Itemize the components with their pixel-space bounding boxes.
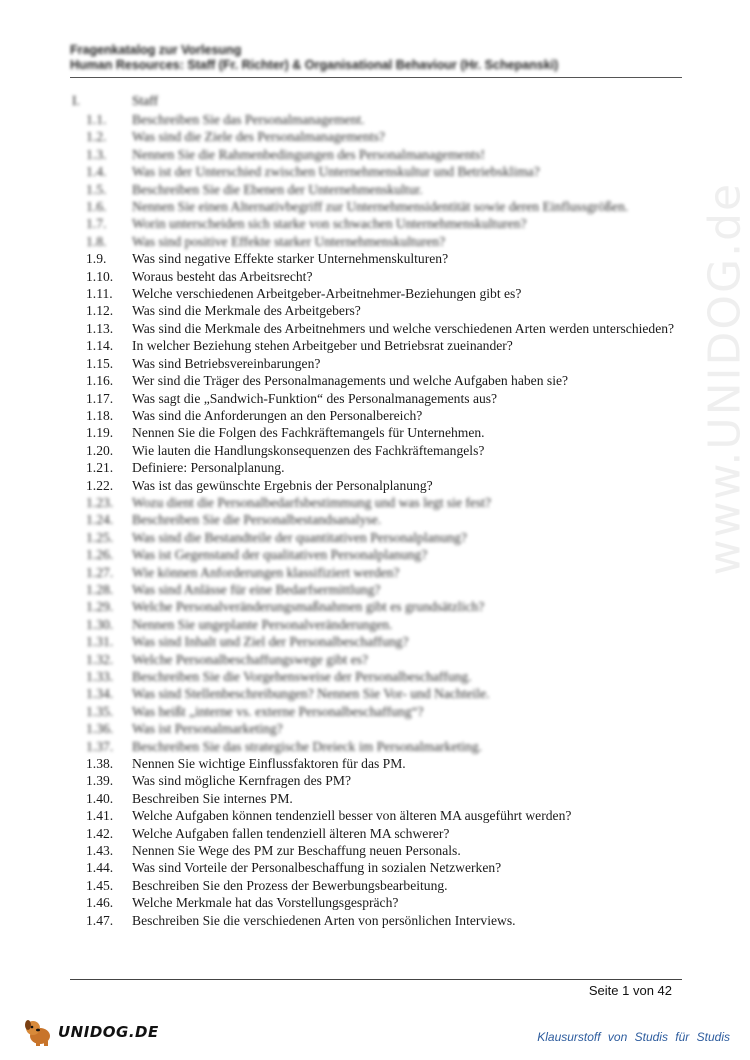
list-item bbox=[86, 668, 676, 685]
question-number: 1.27. bbox=[86, 564, 114, 580]
question-text: Nennen Sie wichtige Einflussfaktoren für das PM. bbox=[132, 756, 406, 772]
list-item bbox=[86, 407, 676, 424]
question-number: 1.2. bbox=[86, 129, 107, 145]
question-number: 1.36. bbox=[86, 721, 114, 737]
question-number: 1.8. bbox=[86, 233, 107, 249]
question-number: 1.39. bbox=[86, 773, 114, 789]
question-text: Beschreiben Sie die Vorgehensweise der Personalbeschaffung. bbox=[132, 669, 472, 684]
list-item bbox=[86, 268, 676, 285]
watermark-text: www.UNIDOG.de bbox=[699, 181, 750, 576]
document-header bbox=[70, 43, 682, 73]
question-text: Welche verschiedenen Arbeitgeber-Arbeitnehmer-Beziehungen gibt es? bbox=[132, 286, 522, 302]
question-text: Was sind Inhalt und Ziel der Personalbeschaffung? bbox=[132, 634, 409, 650]
question-number: 1.41. bbox=[86, 808, 114, 824]
list-item bbox=[86, 807, 676, 824]
question-text: Was ist das gewünschte Ergebnis der Personalplanung? bbox=[132, 477, 433, 493]
list-item bbox=[86, 842, 676, 859]
list-item bbox=[86, 337, 676, 354]
list-item bbox=[86, 390, 676, 407]
question-text: Was sind Betriebsvereinbarungen? bbox=[132, 355, 321, 371]
question-number: 1.32. bbox=[86, 651, 114, 667]
question-number: 1.10. bbox=[86, 268, 114, 284]
question-number: 1.12. bbox=[86, 303, 114, 319]
question-text: Welche Personalveränderungsmaßnahmen gibt es grundsätzlich? bbox=[132, 599, 485, 615]
question-text: Was sind die Merkmale des Arbeitnehmers und welche verschiedenen Arten werden unterschieden? bbox=[132, 320, 675, 336]
question-number: 1.34. bbox=[86, 686, 114, 702]
question-text: Beschreiben Sie internes PM. bbox=[132, 790, 293, 806]
question-text: Definiere: Personalplanung. bbox=[132, 460, 285, 476]
question-text: Woraus besteht das Arbeitsrecht? bbox=[132, 268, 313, 284]
list-item bbox=[86, 894, 676, 911]
question-number: 1.33. bbox=[86, 669, 114, 684]
question-text: Welche Personalbeschaffungswege gibt es? bbox=[132, 651, 369, 667]
slogan-text: Klausurstoff von Studis für Studis bbox=[537, 1030, 730, 1044]
question-text: Was sind negative Effekte starker Unternehmenskulturen? bbox=[132, 251, 449, 267]
question-number: 1.5. bbox=[86, 181, 107, 197]
question-number: 1.1. bbox=[86, 112, 107, 127]
list-item bbox=[86, 320, 676, 337]
question-number: 1.30. bbox=[86, 616, 114, 632]
question-number: 1.11. bbox=[86, 286, 113, 302]
page-number: Seite 1 von 42 bbox=[588, 983, 672, 998]
list-item bbox=[86, 859, 676, 876]
question-number: 1.38. bbox=[86, 756, 114, 772]
list-item bbox=[86, 790, 676, 807]
list-item bbox=[86, 616, 676, 633]
question-text: Beschreiben Sie den Prozess der Bewerbungsbearbeitung. bbox=[132, 877, 448, 893]
list-item bbox=[86, 564, 676, 581]
list-item bbox=[86, 477, 676, 494]
header-divider bbox=[70, 77, 682, 78]
header-title: Fragenkatalog zur Vorlesung bbox=[70, 43, 242, 57]
header-subtitle: Human Resources: Staff (Fr. Richter) & Organisational Behaviour (Hr. Schepanski) bbox=[70, 58, 559, 72]
unidog-logo[interactable] bbox=[22, 1017, 159, 1047]
question-text: Wie können Anforderungen klassifiziert werden? bbox=[132, 564, 400, 580]
question-text: Worin unterscheiden sich starke von schwachen Unternehmenskulturen? bbox=[132, 216, 527, 232]
list-item bbox=[86, 442, 676, 459]
question-number: 1.37. bbox=[86, 738, 114, 754]
question-text: Wie lauten die Handlungskonsequenzen des Fachkräftemangels? bbox=[132, 442, 485, 458]
question-number: 1.4. bbox=[86, 164, 107, 180]
question-text: Was sagt die „Sandwich-Funktion“ des Personalmanagements aus? bbox=[132, 390, 498, 406]
list-item bbox=[86, 720, 676, 737]
question-text: Welche Merkmale hat das Vorstellungsgespräch? bbox=[132, 895, 399, 911]
question-text: Was heißt „interne vs. externe Personalbeschaffung“? bbox=[132, 703, 424, 719]
question-text: Was sind Vorteile der Personalbeschaffung in sozialen Netzwerken? bbox=[132, 860, 502, 876]
dog-icon bbox=[22, 1017, 56, 1047]
list-item bbox=[86, 825, 676, 842]
footer-divider bbox=[70, 979, 682, 980]
question-text: Wozu dient die Personalbedarfsbestimmung und was legt sie fest? bbox=[132, 494, 492, 510]
list-item bbox=[86, 233, 676, 250]
list-item bbox=[86, 738, 676, 755]
list-item bbox=[86, 128, 676, 145]
question-number: 1.47. bbox=[86, 912, 114, 928]
question-text: Nennen Sie die Rahmenbedingungen des Personalmanagements! bbox=[132, 146, 485, 162]
question-number: 1.25. bbox=[86, 529, 114, 545]
question-number: 1.35. bbox=[86, 703, 114, 719]
question-text: Was ist der Unterschied zwischen Unternehmenskultur und Betriebsklima? bbox=[132, 164, 540, 180]
question-list bbox=[86, 111, 676, 929]
question-text: Nennen Sie einen Alternativbegriff zur Unternehmensidentität sowie deren Einflussgrößen. bbox=[132, 199, 629, 215]
question-number: 1.28. bbox=[86, 581, 114, 597]
question-number: 1.19. bbox=[86, 425, 114, 441]
question-text: Was sind positive Effekte starker Unternehmenskulturen? bbox=[132, 233, 446, 249]
question-number: 1.24. bbox=[86, 512, 114, 528]
list-item bbox=[86, 511, 676, 528]
list-item bbox=[86, 877, 676, 894]
list-item bbox=[86, 181, 676, 198]
list-item bbox=[86, 703, 676, 720]
question-number: 1.42. bbox=[86, 825, 114, 841]
question-text: Nennen Sie Wege des PM zur Beschaffung neuen Personals. bbox=[132, 843, 461, 859]
question-text: Beschreiben Sie das strategische Dreieck im Personalmarketing. bbox=[132, 738, 482, 754]
question-text: Was ist Personalmarketing? bbox=[132, 721, 283, 737]
question-number: 1.45. bbox=[86, 877, 114, 893]
question-text: Welche Aufgaben können tendenziell besser von älteren MA ausgeführt werden? bbox=[132, 808, 572, 824]
question-number: 1.20. bbox=[86, 442, 114, 458]
question-text: Was sind die Ziele des Personalmanagements? bbox=[132, 129, 385, 145]
logo-text: UNIDOG.DE bbox=[58, 1023, 159, 1041]
question-text: Was sind mögliche Kernfragen des PM? bbox=[132, 773, 351, 789]
question-text: Wer sind die Träger des Personalmanagements und welche Aufgaben haben sie? bbox=[132, 373, 569, 389]
list-item bbox=[86, 302, 676, 319]
question-text: Was sind die Bestandteile der quantitativen Personalplanung? bbox=[132, 529, 467, 545]
list-item bbox=[86, 459, 676, 476]
question-text: Nennen Sie die Folgen des Fachkräftemangels für Unternehmen. bbox=[132, 425, 485, 441]
question-number: 1.16. bbox=[86, 373, 114, 389]
question-text: Beschreiben Sie die Personalbestandsanalyse. bbox=[132, 512, 382, 528]
question-number: 1.14. bbox=[86, 338, 114, 354]
question-text: Was sind die Anforderungen an den Personalbereich? bbox=[132, 407, 423, 423]
question-text: Was ist Gegenstand der qualitativen Personalplanung? bbox=[132, 547, 428, 563]
section-heading bbox=[70, 93, 158, 109]
question-text: Beschreiben Sie das Personalmanagement. bbox=[132, 112, 365, 127]
list-item bbox=[86, 755, 676, 772]
list-item bbox=[86, 146, 676, 163]
section-title: Staff bbox=[132, 93, 158, 108]
question-number: 1.18. bbox=[86, 407, 114, 423]
list-item bbox=[86, 581, 676, 598]
question-number: 1.3. bbox=[86, 146, 107, 162]
question-number: 1.6. bbox=[86, 199, 107, 215]
question-text: In welcher Beziehung stehen Arbeitgeber und Betriebsrat zueinander? bbox=[132, 338, 513, 354]
list-item bbox=[86, 424, 676, 441]
list-item bbox=[86, 651, 676, 668]
list-item bbox=[86, 250, 676, 267]
list-item bbox=[86, 546, 676, 563]
list-item bbox=[86, 355, 676, 372]
question-number: 1.22. bbox=[86, 477, 114, 493]
list-item bbox=[86, 598, 676, 615]
question-number: 1.29. bbox=[86, 599, 114, 615]
question-number: 1.13. bbox=[86, 320, 114, 336]
question-text: Beschreiben Sie die Ebenen der Unternehmenskultur. bbox=[132, 181, 423, 197]
question-number: 1.46. bbox=[86, 895, 114, 911]
question-text: Beschreiben Sie die verschiedenen Arten von persönlichen Interviews. bbox=[132, 912, 516, 928]
list-item bbox=[86, 372, 676, 389]
question-text: Welche Aufgaben fallen tendenziell älteren MA schwerer? bbox=[132, 825, 450, 841]
question-number: 1.26. bbox=[86, 547, 114, 563]
section-number: I. bbox=[72, 93, 80, 108]
question-number: 1.23. bbox=[86, 494, 114, 510]
question-text: Nennen Sie ungeplante Personalveränderungen. bbox=[132, 616, 393, 632]
question-text: Was sind Stellenbeschreibungen? Nennen Sie Vor- und Nachteile. bbox=[132, 686, 490, 702]
question-text: Was sind Anlässe für eine Bedarfsermittlung? bbox=[132, 581, 381, 597]
list-item bbox=[86, 772, 676, 789]
question-number: 1.40. bbox=[86, 790, 114, 806]
list-item bbox=[86, 494, 676, 511]
list-item bbox=[86, 285, 676, 302]
question-number: 1.21. bbox=[86, 460, 114, 476]
list-item bbox=[86, 685, 676, 702]
list-item bbox=[86, 111, 676, 128]
question-number: 1.17. bbox=[86, 390, 114, 406]
list-item bbox=[86, 163, 676, 180]
list-item bbox=[86, 912, 676, 929]
question-number: 1.15. bbox=[86, 355, 114, 371]
list-item bbox=[86, 198, 676, 215]
list-item bbox=[86, 529, 676, 546]
list-item bbox=[86, 215, 676, 232]
question-number: 1.43. bbox=[86, 843, 114, 859]
question-number: 1.9. bbox=[86, 251, 107, 267]
list-item bbox=[86, 633, 676, 650]
question-number: 1.44. bbox=[86, 860, 114, 876]
question-text: Was sind die Merkmale des Arbeitgebers? bbox=[132, 303, 361, 319]
question-number: 1.31. bbox=[86, 634, 114, 650]
question-number: 1.7. bbox=[86, 216, 107, 232]
